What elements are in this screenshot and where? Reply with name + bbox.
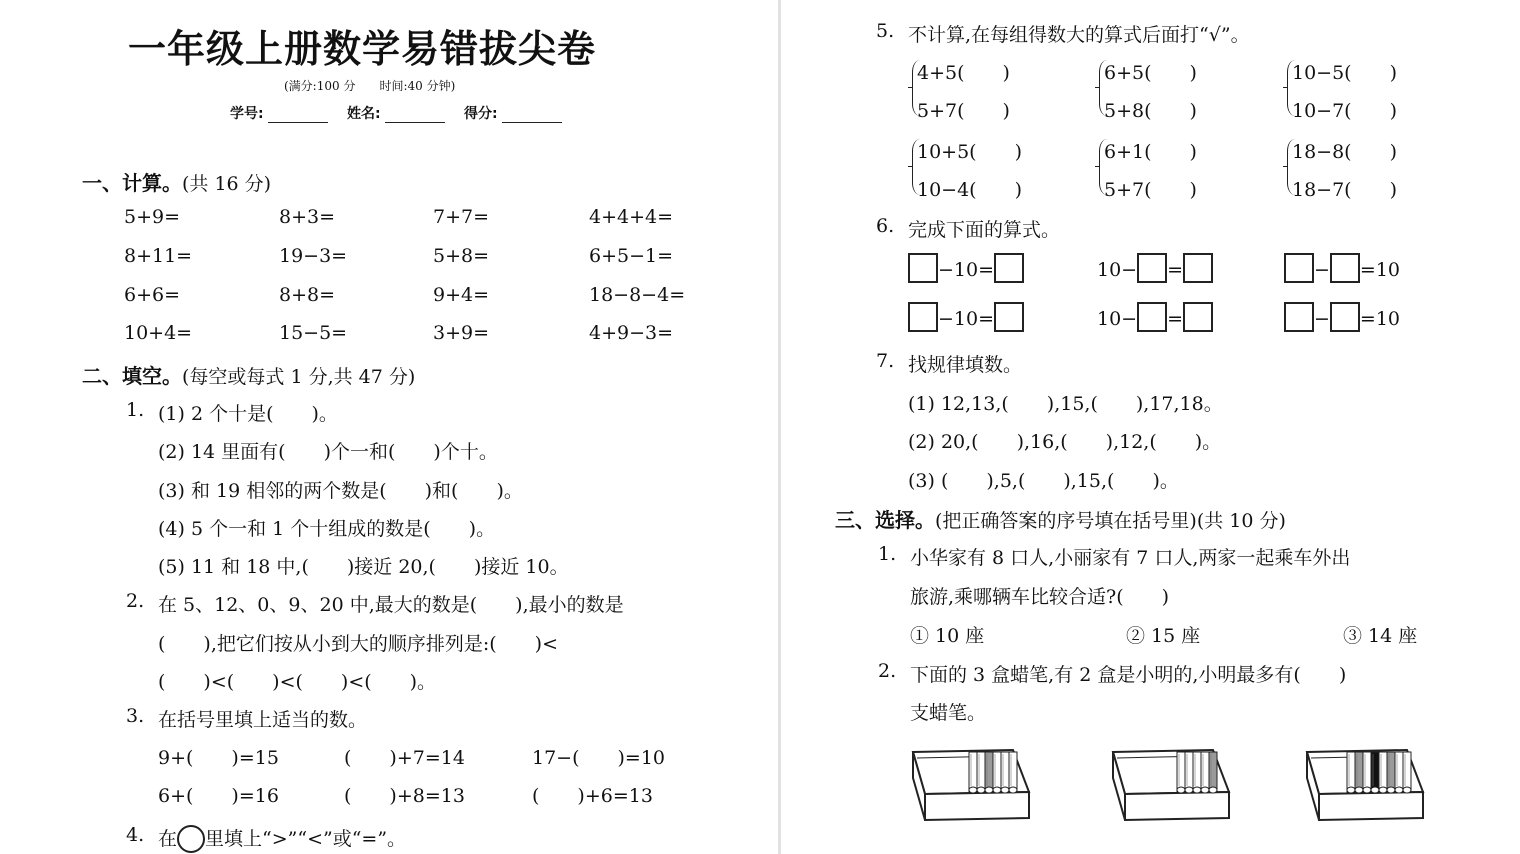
box-equation — [1097, 253, 1213, 283]
square-blank-icon — [908, 302, 938, 332]
fill-item: (1) 2 个十是( )。 — [158, 403, 338, 425]
eq-text: 10− — [1097, 308, 1138, 330]
square-blank-icon — [908, 253, 938, 283]
crayon-icon — [1009, 752, 1017, 793]
box-equation — [1284, 253, 1400, 283]
choice-option: ③ 14 座 — [1343, 625, 1418, 647]
calc-item: 4+4+4= — [589, 206, 674, 228]
right-page — [781, 0, 1520, 854]
question-number: 2. — [126, 590, 145, 612]
fill-equation: ( )+8=13 — [344, 785, 465, 807]
info-label: 学号: — [230, 106, 264, 122]
question-text-line: ( )<( )<( )<( )。 — [158, 671, 437, 693]
crayon-icon — [1379, 752, 1387, 793]
question-text: 完成下面的算式。 — [908, 219, 1061, 241]
crayon-icon — [1201, 752, 1209, 793]
info-label: 得分: — [464, 106, 498, 122]
crayon-icon — [993, 752, 1001, 793]
question-text: 找规律填数。 — [908, 354, 1023, 376]
compare-expr: 4+5( ) — [917, 62, 1010, 84]
choice-option: ② 15 座 — [1126, 625, 1201, 647]
question-text: 不计算,在每组得数大的算式后面打“√”。 — [908, 24, 1250, 46]
eq-text: = — [1167, 308, 1184, 330]
pattern-item: (1) 12,13,( ),15,( ),17,18。 — [908, 393, 1223, 415]
box-equation — [908, 302, 1024, 332]
crayon-icon — [1193, 752, 1201, 793]
compare-expr: 5+8( ) — [1104, 100, 1197, 122]
info-name — [347, 103, 445, 123]
question-number: 5. — [876, 20, 895, 42]
calc-item: 6+6= — [124, 284, 181, 306]
calc-item: 18−8−4= — [589, 284, 686, 306]
box-equation — [1097, 302, 1213, 332]
pattern-item: (3) ( ),5,( ),15,( )。 — [908, 470, 1179, 492]
compare-expr: 10+5( ) — [917, 141, 1023, 163]
info-student-id — [230, 103, 328, 123]
fill-item: (4) 5 个一和 1 个十组成的数是( )。 — [158, 518, 496, 540]
calc-item: 8+11= — [124, 245, 193, 267]
box-equation — [908, 253, 1024, 283]
paper-subtitle: (满分:100 分 时间:40 分钟) — [284, 79, 456, 93]
eq-text: −10= — [938, 259, 995, 281]
blank-line — [502, 108, 562, 123]
calc-item: 9+4= — [433, 284, 490, 306]
crayon-icon — [1387, 752, 1395, 793]
compare-expr: 6+1( ) — [1104, 141, 1197, 163]
square-blank-icon — [1330, 253, 1360, 283]
compare-expr: 5+7( ) — [1104, 179, 1197, 201]
crayon-box-icon — [1303, 746, 1429, 828]
question-text-line: 旅游,乘哪辆车比较合适?( ) — [910, 586, 1170, 608]
eq-text: −10= — [938, 308, 995, 330]
crayon-icon — [1185, 752, 1193, 793]
blank-line — [385, 108, 445, 123]
calc-item: 5+8= — [433, 245, 490, 267]
calc-item: 6+5−1= — [589, 245, 674, 267]
calc-item: 19−3= — [279, 245, 348, 267]
square-blank-icon — [994, 253, 1024, 283]
crayon-icon — [1177, 752, 1185, 793]
compare-expr: 6+5( ) — [1104, 62, 1197, 84]
crayon-icon — [1363, 752, 1371, 793]
calc-item: 8+3= — [279, 206, 336, 228]
question-text-line: 支蜡笔。 — [910, 702, 987, 724]
square-blank-icon — [1137, 302, 1167, 332]
eq-text: = — [1167, 259, 1184, 281]
crayon-icon — [1347, 752, 1355, 793]
calc-item: 8+8= — [279, 284, 336, 306]
fill-item: (5) 11 和 18 中,( )接近 20,( )接近 10。 — [158, 556, 569, 578]
square-blank-icon — [1330, 302, 1360, 332]
crayon-icon — [1001, 752, 1009, 793]
section-note: (共 16 分) — [182, 173, 272, 195]
fill-equation: ( )+6=13 — [532, 785, 653, 807]
fill-equation: 17−( )=10 — [532, 747, 666, 769]
info-label: 姓名: — [347, 106, 381, 122]
section-3-heading — [835, 504, 1286, 533]
fill-item: (2) 14 里面有( )个一和( )个十。 — [158, 441, 498, 463]
section-title: 二、填空。 — [82, 364, 182, 388]
question-number: 6. — [876, 215, 895, 237]
fill-equation: ( )+7=14 — [344, 747, 465, 769]
section-note: (每空或每式 1 分,共 47 分) — [182, 366, 416, 388]
question-text-line: ( ),把它们按从小到大的顺序排列是:( )< — [158, 633, 559, 655]
square-blank-icon — [1284, 253, 1314, 283]
eq-text: 10− — [1097, 259, 1138, 281]
crayon-icon — [1371, 752, 1379, 793]
section-note: (把正确答案的序号填在括号里)(共 10 分) — [935, 510, 1286, 532]
square-blank-icon — [1183, 302, 1213, 332]
pattern-item: (2) 20,( ),16,( ),12,( )。 — [908, 431, 1222, 453]
section-title: 三、选择。 — [835, 508, 935, 532]
calc-item: 4+9−3= — [589, 322, 674, 344]
crayon-icon — [985, 752, 993, 793]
question-text: 在括号里填上适当的数。 — [158, 709, 368, 731]
fill-item: (3) 和 19 相邻的两个数是( )和( )。 — [158, 480, 523, 502]
compare-expr: 10−7( ) — [1292, 100, 1398, 122]
compare-expr: 10−4( ) — [917, 179, 1023, 201]
eq-text: − — [1314, 308, 1330, 330]
eq-text: =10 — [1359, 308, 1401, 330]
calc-item: 3+9= — [433, 322, 490, 344]
blank-line — [268, 108, 328, 123]
section-1-heading — [82, 167, 271, 196]
fill-equation: 9+( )=15 — [158, 747, 279, 769]
question-text-line: 在 5、12、0、9、20 中,最大的数是( ),最小的数是 — [158, 594, 624, 616]
eq-text: − — [1314, 259, 1330, 281]
question-number: 3. — [126, 705, 145, 727]
box-equation — [1284, 302, 1400, 332]
crayon-box-icon — [1109, 746, 1235, 828]
fill-equation: 6+( )=16 — [158, 785, 279, 807]
question-number: 1. — [878, 543, 897, 565]
question-number: 7. — [876, 350, 895, 372]
compare-expr: 18−7( ) — [1292, 179, 1398, 201]
eq-text: =10 — [1359, 259, 1401, 281]
crayon-box-icon — [909, 746, 1035, 828]
calc-item: 10+4= — [124, 322, 193, 344]
choice-option: ① 10 座 — [910, 625, 985, 647]
square-blank-icon — [1284, 302, 1314, 332]
calc-item: 7+7= — [433, 206, 490, 228]
crayon-icon — [977, 752, 985, 793]
crayon-icon — [1209, 752, 1217, 793]
question-number: 2. — [878, 660, 897, 682]
calc-item: 5+9= — [124, 206, 181, 228]
compare-expr: 10−5( ) — [1292, 62, 1398, 84]
question-number: 4. — [126, 824, 145, 846]
crayon-icon — [1395, 752, 1403, 793]
square-blank-icon — [1137, 253, 1167, 283]
q4-text-post: 里填上“>”“<”或“=”。 — [205, 828, 407, 850]
section-2-heading — [82, 360, 415, 389]
question-text-line: 小华家有 8 口人,小丽家有 7 口人,两家一起乘车外出 — [910, 547, 1351, 569]
crayon-icon — [1355, 752, 1363, 793]
question-text — [158, 824, 406, 853]
square-blank-icon — [1183, 253, 1213, 283]
paper-title: 一年级上册数学易错拔尖卷 — [128, 27, 597, 71]
info-score — [464, 103, 562, 123]
crayon-icon — [1403, 752, 1411, 793]
compare-expr: 5+7( ) — [917, 100, 1010, 122]
question-text-line: 下面的 3 盒蜡笔,有 2 盒是小明的,小明最多有( ) — [910, 664, 1347, 686]
calc-item: 15−5= — [279, 322, 348, 344]
q4-text-pre: 在 — [158, 828, 178, 850]
crayon-icon — [969, 752, 977, 793]
circle-blank-icon — [177, 825, 205, 853]
compare-expr: 18−8( ) — [1292, 141, 1398, 163]
question-number: 1. — [126, 399, 145, 421]
square-blank-icon — [994, 302, 1024, 332]
section-title: 一、计算。 — [82, 171, 182, 195]
